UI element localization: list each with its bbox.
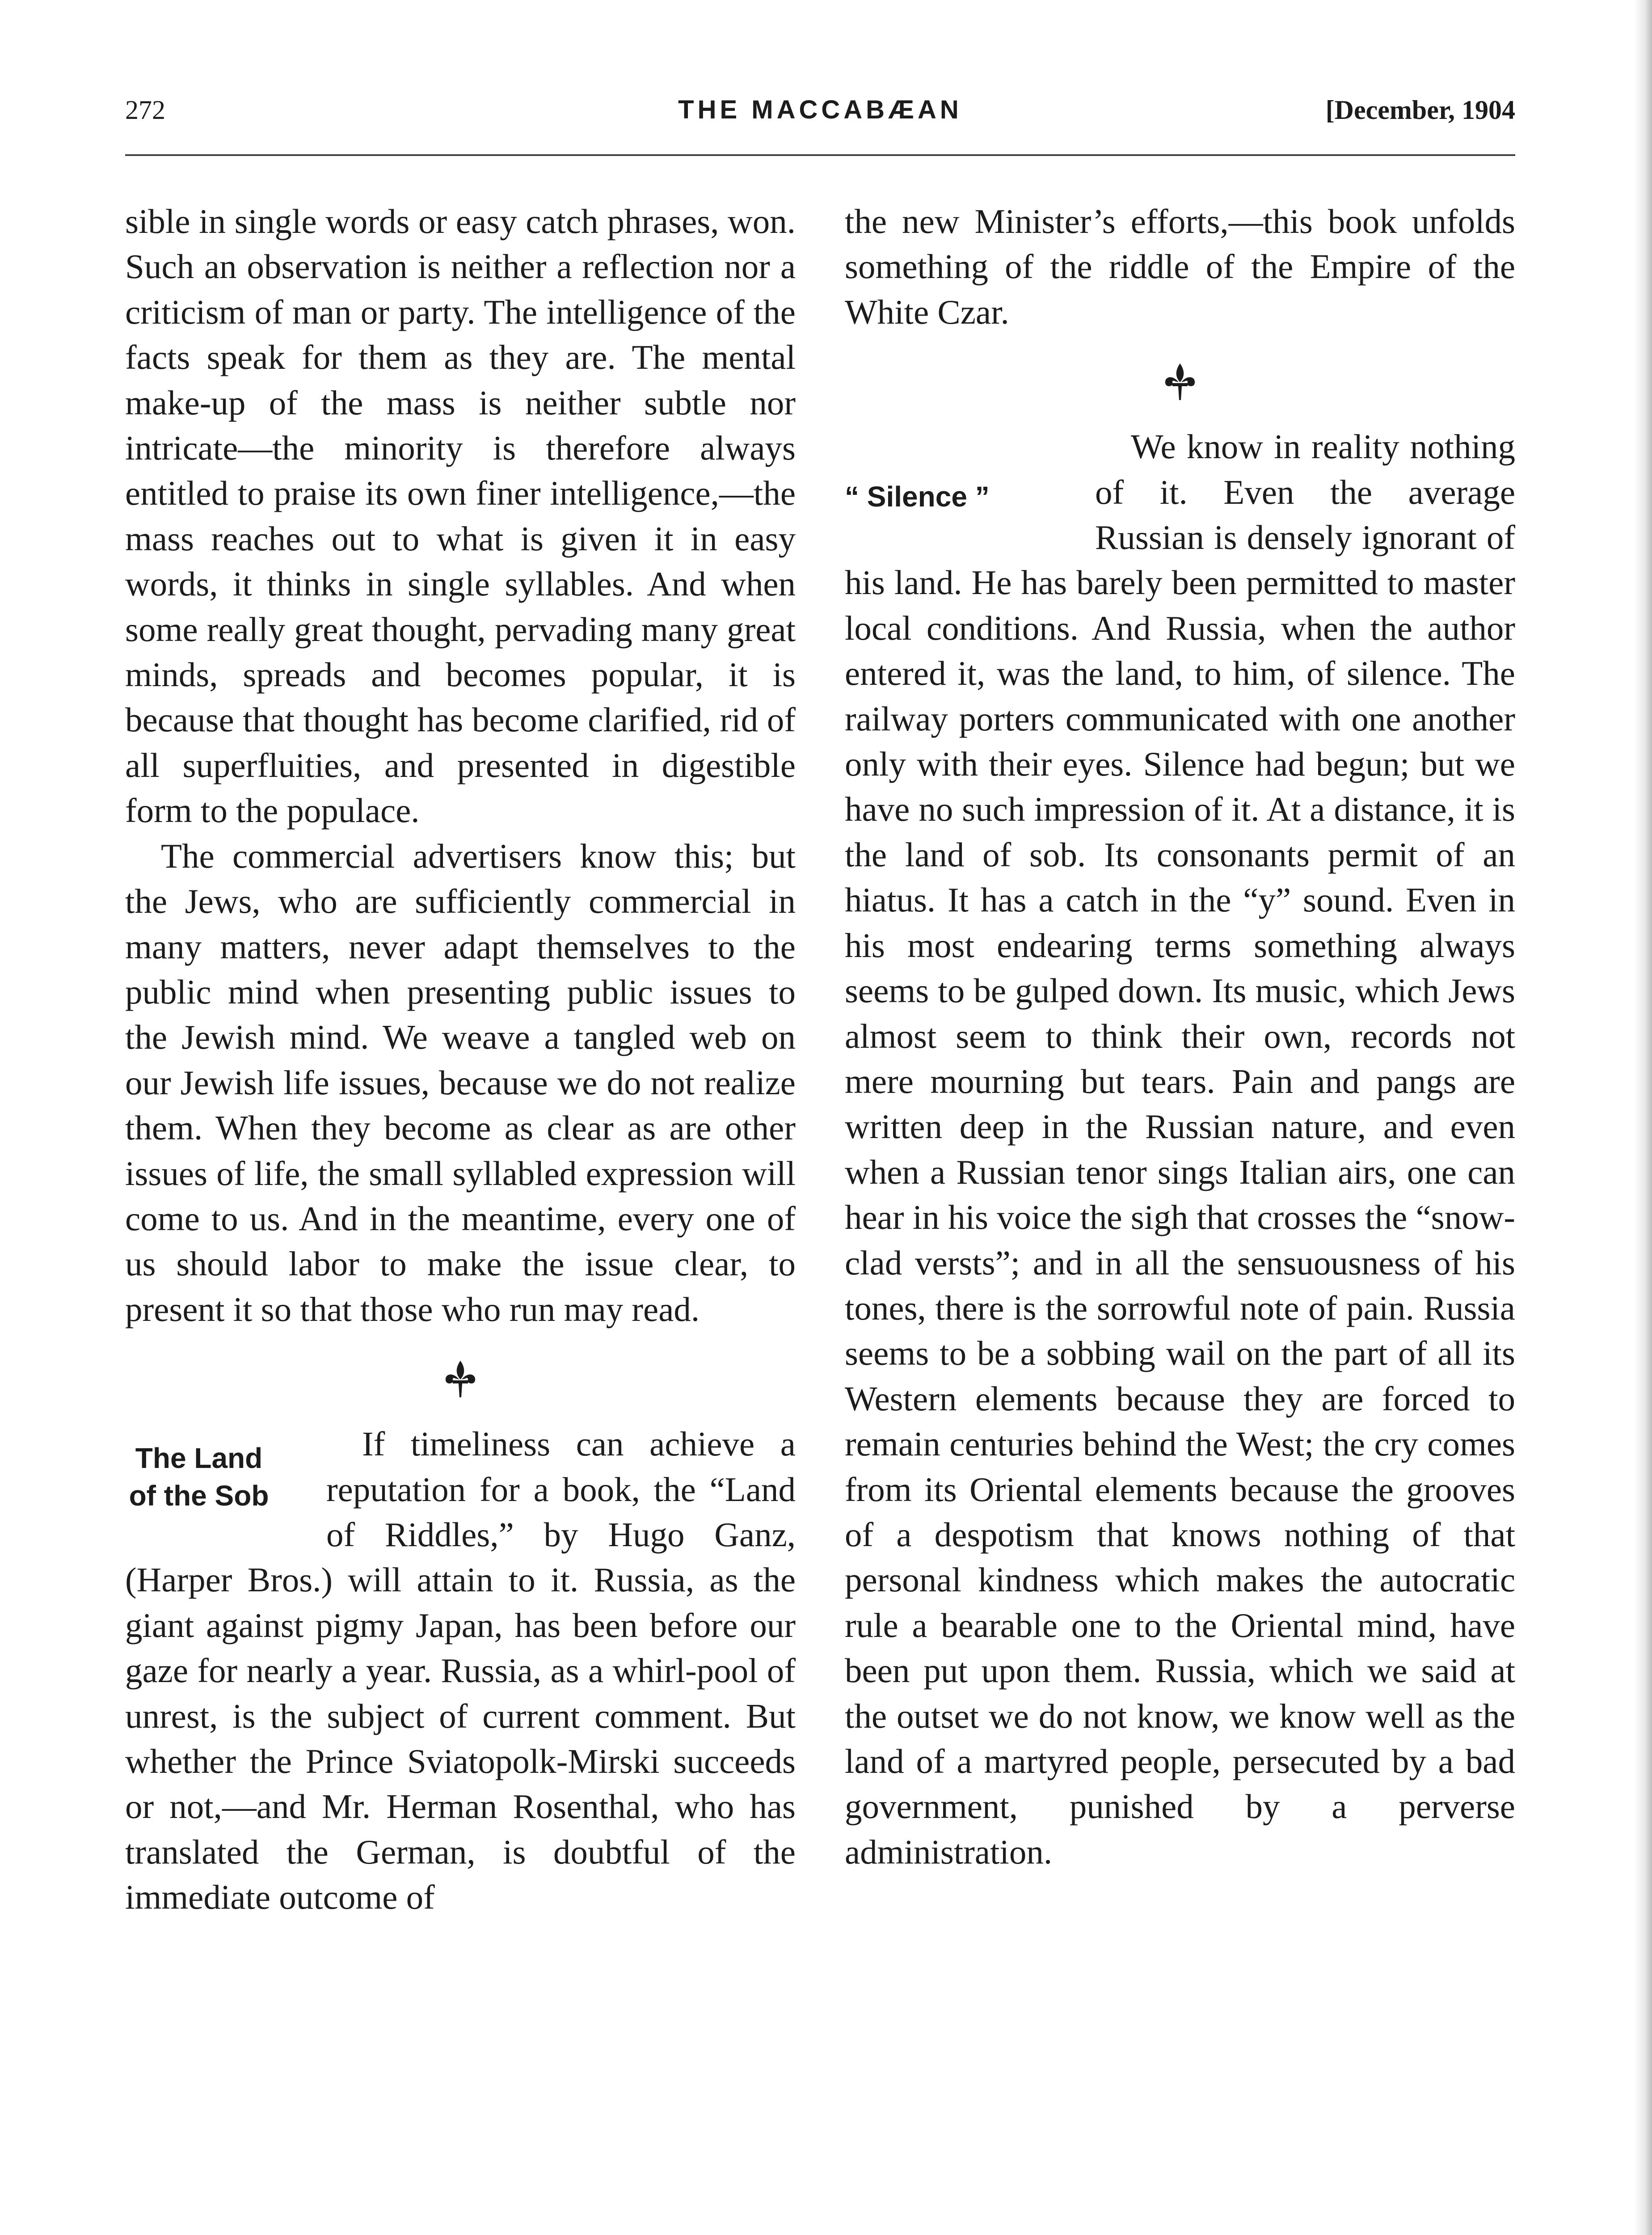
issue-date: [December, 1904: [1325, 95, 1515, 125]
fleur-de-lis-icon: [440, 1359, 480, 1399]
paragraph: The commercial advertisers know this; but the Jews, who are sufficiently commercial in many matters, never adapt themselves to the public mind when presenting public issues to the Jewish mind. We weave a tangled web on our Jewish life issues, because we do not realize them. When they become as clear as are other issues of life, the small syllabled expression will come to us. And in the meantime, every one of us should labor to make the issue clear, to present it so that those who run may read.: [125, 836, 796, 1328]
header-rule: [125, 154, 1515, 156]
right-column: [845, 199, 1515, 1875]
paragraph: We know in reality nothing of it. Even the average Russian is densely ignorant of his land. He has barely been permitted to master local conditions. And Russia, when the author entered it, was the land, to him, of silence. The railway porters communicated with one another only with their eyes. Silence had begun; but we have no such impression of it. At a distance, it is the land of sob. Its consonants permit of an hiatus. It has a catch in the “y” sound. Even in his most endearing terms something always seems to be gulped down. Its music, which Jews almost seem to think their own, records not mere mourning but tears. Pain and pangs are written deep in the Russian nature, and even when a Russian tenor sings Italian airs, one can hear in his voice the sigh that crosses the “snow-clad versts”; and in all the sensuousness of his tones, there is the sorrowful note of pain. Russia seems to be a sobbing wail on the part of all its Western elements because they are forced to remain centuries behind the West; the cry comes from its Oriental elements because the grooves of a despotism that knows nothing of that personal kindness which makes the autocratic rule a bearable one to the Oriental mind, have been put upon them. Russia, which we said at the outset we do not know, we know well as the land of a martyred people, persecuted by a bad government, punished by a perverse administration.: [845, 427, 1515, 1871]
paragraph: sible in single words or easy catch phrases, won. Such an observation is neither a reflection nor a criticism of man or party. The intelligence of the facts speak for them as they are. The mental make-up of the mass is neither subtle nor intricate—the minority is therefore always entitled to praise its own finer intelligence,—the mass reaches out to what is given it in easy words, it thinks in single syllables. And when some really great thought, pervading many great minds, spreads and becomes popular, it is because that thought has become clarified, rid of all superfluities, and presented in digestible form to the populace.: [125, 202, 796, 830]
side-heading-land-of-the-sob: The Land of the Sob: [129, 1442, 269, 1512]
fleuron-ornament: [125, 1332, 796, 1421]
left-column: [125, 199, 796, 1920]
fleuron-ornament: [845, 335, 1515, 424]
journal-title: THE MACCABÆAN: [678, 95, 962, 124]
paragraph: the new Minister’s efforts,—this book unfolds something of the riddle of the Empire of the White Czar.: [845, 202, 1515, 331]
fleur-de-lis-icon: [1160, 362, 1200, 402]
paragraph: If timeliness can achieve a reputation for a book, the “Land of Riddles,” by Hugo Ganz, (Harper Bros.) will attain to it. Russia, as the giant against pigmy Japan, has been before our gaze for nearly a year. Russia, as a whirl-pool of unrest, is the subject of current comment. But whether the Prince Sviatopolk-Mirski succeeds or not,—and Mr. Herman Rosenthal, who has translated the German, is doubtful of the immediate outcome of: [125, 1425, 796, 1917]
side-heading-silence: “ Silence ”: [845, 481, 990, 513]
page-edge-shadow: [1634, 0, 1652, 2235]
running-header: [125, 95, 1515, 135]
page-number: 272: [125, 95, 165, 125]
